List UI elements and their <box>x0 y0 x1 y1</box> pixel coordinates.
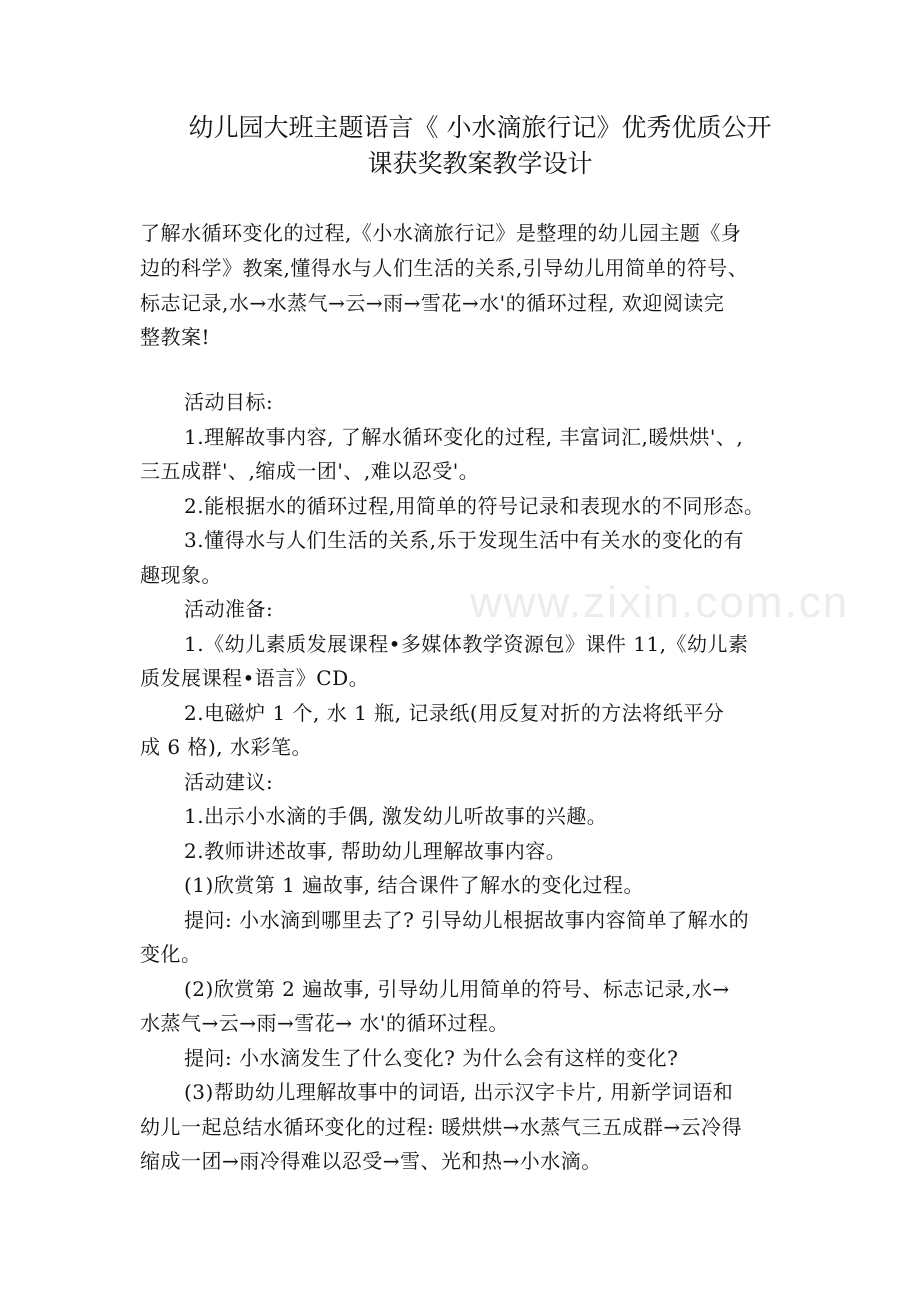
goal-1-line: 三五成群'、,缩成一团'、,难以忍受'。 <box>140 459 480 483</box>
question-2: 提问: 小水滴发生了什么变化? 为什么会有这样的变化? <box>184 1046 679 1070</box>
document-title-line2: 课获奖教案教学设计 <box>367 149 593 178</box>
prep-2-line: 成 6 格), 水彩笔。 <box>140 735 312 759</box>
question-1-line: 变化。 <box>140 942 202 966</box>
step-2-line: 水蒸气→云→雨→雪花→ 水'的循环过程。 <box>140 1011 509 1035</box>
prep-1-line: 质发展课程•语言》CD。 <box>140 666 370 690</box>
goal-2: 2.能根据水的循环过程,用简单的符号记录和表现水的不同形态。 <box>184 494 765 518</box>
intro-line: 整教案! <box>140 325 211 349</box>
step-1: (1)欣赏第 1 遍故事, 结合课件了解水的变化过程。 <box>184 873 644 897</box>
goal-3-line: 3.懂得水与人们生活的关系,乐于发现生活中有关水的变化的有 <box>184 528 744 552</box>
watermark: www.zixin.com.cn <box>470 578 850 627</box>
question-1-line: 提问: 小水滴到哪里去了? 引导幼儿根据故事内容简单了解水的 <box>184 908 750 932</box>
suggest-2: 2.教师讲述故事, 帮助幼儿理解故事内容。 <box>184 839 567 863</box>
step-3-line: 缩成一团→雨冷得难以忍受→雪、光和热→小水滴。 <box>140 1149 602 1173</box>
step-3-line: (3)帮助幼儿理解故事中的词语, 出示汉字卡片, 用新学词语和 <box>184 1080 734 1104</box>
goals-heading: 活动目标: <box>184 390 274 414</box>
prep-1-line: 1.《幼儿素质发展课程•多媒体教学资源包》课件 11,《幼儿素 <box>184 632 749 656</box>
prep-2-line: 2.电磁炉 1 个, 水 1 瓶, 记录纸(用反复对折的方法将纸平分 <box>184 701 725 725</box>
intro-line: 边的科学》教案,懂得水与人们生活的关系,引导幼儿用简单的符号、 <box>140 256 749 280</box>
intro-line: 了解水循环变化的过程,《小水滴旅行记》是整理的幼儿园主题《身 <box>140 221 742 245</box>
step-3-line: 幼儿一起总结水循环变化的过程: 暖烘烘→水蒸气三五成群→云冷得 <box>140 1115 743 1139</box>
prep-heading: 活动准备: <box>184 597 274 621</box>
goal-3-line: 趣现象。 <box>140 563 222 587</box>
intro-line: 标志记录,水→水蒸气→云→雨→雪花→水'的循环过程, 欢迎阅读完 <box>140 291 725 315</box>
suggest-1: 1.出示小水滴的手偶, 激发幼儿听故事的兴趣。 <box>184 804 608 828</box>
goal-1-line: 1.理解故事内容, 了解水循环变化的过程, 丰富词汇,暖烘烘'、, <box>184 425 744 449</box>
suggest-heading: 活动建议: <box>184 770 274 794</box>
step-2-line: (2)欣赏第 2 遍故事, 引导幼儿用简单的符号、标志记录,水→ <box>184 977 730 1001</box>
document-title-line1: 幼儿园大班主题语言《 小水滴旅行记》优秀优质公开 <box>188 113 772 142</box>
